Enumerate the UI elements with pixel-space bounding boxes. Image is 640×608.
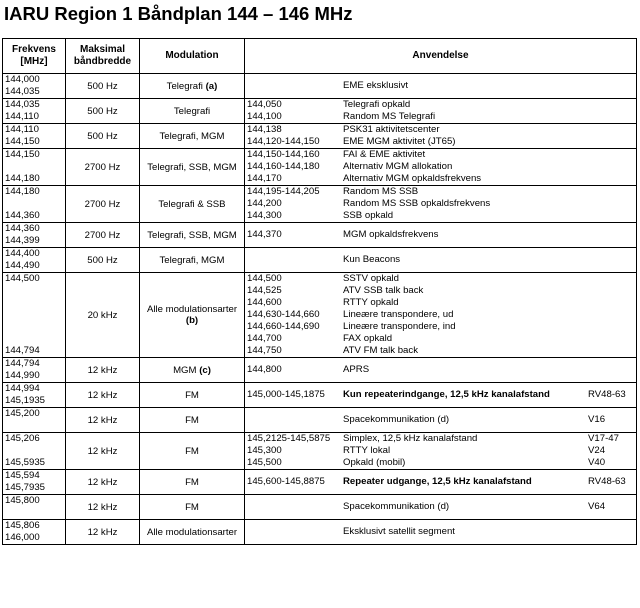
modulation-cell <box>140 273 245 358</box>
band-plan-table <box>2 38 637 545</box>
usage-cell <box>245 74 637 99</box>
frequency-cell <box>3 99 66 124</box>
modulation-cell <box>140 124 245 149</box>
sub-frequency <box>245 80 343 92</box>
channel-code <box>588 345 637 357</box>
usage-text: Repeater udgange, 12,5 kHz kanalafstand <box>343 476 532 487</box>
frequency-cell <box>3 149 66 186</box>
frequency-cell <box>3 433 66 470</box>
usage-text: Opkald (mobil) <box>343 457 406 468</box>
frequency-end: 144,990 <box>5 370 40 381</box>
channel-code <box>588 297 637 309</box>
frequency-end: 144,360 <box>5 210 40 221</box>
modulation-text: Telegrafi <box>166 80 203 92</box>
frequency-end: 144,794 <box>5 345 40 356</box>
bandwidth-cell: 20 kHz <box>66 273 140 358</box>
bandwidth-cell: 2700 Hz <box>66 223 140 248</box>
usage-cell <box>245 124 637 149</box>
usage-text: Alternativ MGM opkaldsfrekvens <box>343 173 482 184</box>
channel-code <box>588 309 637 321</box>
bandwidth-cell: 12 kHz <box>66 408 140 433</box>
frequency-start: 144,000 <box>5 74 40 85</box>
sub-frequency: 144,750 <box>247 345 282 356</box>
sub-frequency <box>245 414 343 426</box>
table-row <box>3 273 637 358</box>
frequency-cell <box>3 124 66 149</box>
bandwidth-cell: 500 Hz <box>66 124 140 149</box>
table-row <box>3 495 637 520</box>
sub-frequency: 144,170 <box>247 173 282 184</box>
channel-code <box>588 285 637 297</box>
bandwidth-cell: 12 kHz <box>66 383 140 408</box>
usage-text: EME MGM aktivitet (JT65) <box>343 136 456 147</box>
sub-frequency: 144,370 <box>247 229 282 240</box>
usage-cell <box>245 248 637 273</box>
channel-code <box>588 99 637 111</box>
spacer <box>5 321 65 333</box>
usage-cell <box>245 358 637 383</box>
modulation-cell <box>140 470 245 495</box>
usage-cell <box>245 433 637 470</box>
frequency-cell <box>3 74 66 99</box>
modulation-cell <box>140 433 245 470</box>
usage-text: RTTY opkald <box>343 297 399 308</box>
sub-frequency: 144,138 <box>247 124 282 135</box>
frequency-cell <box>3 223 66 248</box>
channel-code: V16 <box>588 414 606 425</box>
bandwidth-cell: 12 kHz <box>66 358 140 383</box>
sub-frequency: 145,600-145,8875 <box>247 476 325 487</box>
modulation-note: (c) <box>199 364 211 376</box>
frequency-end: 144,150 <box>5 136 40 147</box>
frequency-cell <box>3 495 66 520</box>
frequency-start: 145,800 <box>5 495 40 506</box>
frequency-cell <box>3 520 66 545</box>
frequency-cell <box>3 358 66 383</box>
usage-text: APRS <box>343 364 370 375</box>
modulation-cell <box>140 495 245 520</box>
frequency-end: 145,5935 <box>5 457 46 468</box>
bandwidth-cell: 12 kHz <box>66 470 140 495</box>
spacer <box>5 285 65 297</box>
modulation-text: Telegrafi, SSB, MGM <box>147 229 237 241</box>
channel-code <box>588 254 637 266</box>
sub-frequency: 144,100 <box>247 111 282 122</box>
modulation-cell <box>140 149 245 186</box>
modulation-text: Telegrafi <box>173 105 211 117</box>
table-row <box>3 124 637 149</box>
table-row <box>3 520 637 545</box>
usage-text: EME eksklusivt <box>343 80 409 91</box>
table-row <box>3 358 637 383</box>
modulation-text: FM <box>185 476 199 488</box>
frequency-end: 144,035 <box>5 86 40 97</box>
bandwidth-cell: 500 Hz <box>66 99 140 124</box>
spacer <box>5 333 65 345</box>
bandwidth-cell: 12 kHz <box>66 495 140 520</box>
frequency-start: 144,035 <box>5 99 40 110</box>
sub-frequency: 144,050 <box>247 99 282 110</box>
usage-cell <box>245 520 637 545</box>
modulation-cell <box>140 74 245 99</box>
channel-code: V40 <box>588 457 606 468</box>
spacer <box>5 309 65 321</box>
frequency-start: 144,400 <box>5 248 40 259</box>
modulation-note: (b) <box>185 315 199 326</box>
frequency-cell <box>3 408 66 433</box>
table-row <box>3 186 637 223</box>
sub-frequency: 144,700 <box>247 333 282 344</box>
channel-code <box>588 210 637 222</box>
channel-code <box>588 161 637 173</box>
usage-text: Lineære transpondere, ind <box>343 321 456 332</box>
table-row <box>3 470 637 495</box>
bandwidth-cell: 2700 Hz <box>66 186 140 223</box>
spacer <box>5 198 65 210</box>
frequency-cell <box>3 248 66 273</box>
bandwidth-cell: 12 kHz <box>66 433 140 470</box>
usage-text: Spacekommunikation (d) <box>343 501 450 512</box>
sub-frequency: 145,300 <box>247 445 282 456</box>
modulation-cell <box>140 383 245 408</box>
usage-cell <box>245 383 637 408</box>
channel-code <box>588 149 637 161</box>
modulation-cell <box>140 358 245 383</box>
sub-frequency: 144,800 <box>247 364 282 375</box>
usage-cell <box>245 186 637 223</box>
modulation-cell <box>140 223 245 248</box>
sub-frequency <box>245 501 343 513</box>
bandwidth-cell: 12 kHz <box>66 520 140 545</box>
channel-code: V24 <box>588 445 606 456</box>
frequency-start: 145,806 <box>5 520 40 531</box>
channel-code <box>588 124 637 136</box>
modulation-text: FM <box>185 501 199 513</box>
table-row <box>3 223 637 248</box>
modulation-text: Alle modulationsarter <box>146 304 238 315</box>
sub-frequency: 144,150-144,160 <box>247 149 320 160</box>
frequency-end: 145,7935 <box>5 482 46 493</box>
usage-text: Random MS SSB <box>343 186 419 197</box>
modulation-text: Telegrafi, MGM <box>159 130 225 142</box>
frequency-start: 144,110 <box>5 124 39 135</box>
sub-frequency: 145,000-145,1875 <box>247 389 325 400</box>
usage-text: Random MS SSB opkaldsfrekvens <box>343 198 491 209</box>
channel-code <box>588 333 637 345</box>
table-row <box>3 383 637 408</box>
frequency-cell <box>3 470 66 495</box>
usage-text: FAI & EME aktivitet <box>343 149 426 160</box>
spacer <box>5 445 65 457</box>
usage-text: RTTY lokal <box>343 445 391 456</box>
modulation-cell <box>140 520 245 545</box>
usage-cell <box>245 223 637 248</box>
spacer <box>5 297 65 309</box>
sub-frequency: 144,120-144,150 <box>247 136 320 147</box>
channel-code <box>588 526 637 538</box>
usage-text: SSTV opkald <box>343 273 399 284</box>
frequency-start: 145,206 <box>5 433 40 444</box>
frequency-cell <box>3 383 66 408</box>
sub-frequency <box>245 254 343 266</box>
frequency-start: 144,150 <box>5 149 40 160</box>
header-frequency: Frekvens [MHz] <box>3 39 66 74</box>
channel-code: RV48-63 <box>588 389 626 400</box>
frequency-end: 144,490 <box>5 260 40 271</box>
table-row <box>3 74 637 99</box>
table-row <box>3 149 637 186</box>
modulation-text: FM <box>185 389 199 401</box>
channel-code <box>588 136 637 148</box>
channel-code <box>588 321 637 333</box>
frequency-end <box>5 420 65 432</box>
channel-code <box>588 80 637 92</box>
channel-code: V17-47 <box>588 433 619 444</box>
header-bandwidth: Maksimal båndbredde <box>66 39 140 74</box>
usage-text: Eksklusivt satellit segment <box>343 526 455 537</box>
modulation-text: FM <box>185 445 199 457</box>
usage-text: Kun Beacons <box>343 254 401 265</box>
modulation-note: (a) <box>205 80 218 92</box>
usage-text: Simplex, 12,5 kHz kanalafstand <box>343 433 478 444</box>
table-row <box>3 433 637 470</box>
frequency-start: 145,594 <box>5 470 40 481</box>
sub-frequency: 144,630-144,660 <box>247 309 320 320</box>
usage-cell <box>245 470 637 495</box>
modulation-text: Telegrafi, SSB, MGM <box>147 161 237 173</box>
table-row <box>3 99 637 124</box>
frequency-end: 145,1935 <box>5 395 46 406</box>
modulation-text: FM <box>185 414 199 426</box>
usage-cell <box>245 495 637 520</box>
sub-frequency: 144,160-144,180 <box>247 161 320 172</box>
channel-code: V64 <box>588 501 606 512</box>
usage-text: SSB opkald <box>343 210 394 221</box>
bandwidth-cell: 500 Hz <box>66 248 140 273</box>
frequency-start: 145,200 <box>5 408 40 419</box>
frequency-start: 144,180 <box>5 186 40 197</box>
header-modulation: Modulation <box>140 39 245 74</box>
sub-frequency: 144,300 <box>247 210 282 221</box>
frequency-cell <box>3 186 66 223</box>
frequency-start: 144,360 <box>5 223 40 234</box>
frequency-end: 144,110 <box>5 111 39 122</box>
usage-text: FAX opkald <box>343 333 393 344</box>
sub-frequency <box>245 526 343 538</box>
channel-code <box>588 186 637 198</box>
bandwidth-cell: 2700 Hz <box>66 149 140 186</box>
frequency-end: 144,399 <box>5 235 40 246</box>
frequency-cell <box>3 273 66 358</box>
spacer <box>5 161 65 173</box>
modulation-cell <box>140 186 245 223</box>
modulation-text: Alle modulationsarter <box>146 526 238 538</box>
usage-cell <box>245 99 637 124</box>
usage-cell <box>245 408 637 433</box>
sub-frequency: 145,2125-145,5875 <box>247 433 331 444</box>
modulation-text: MGM <box>173 364 197 376</box>
modulation-cell <box>140 248 245 273</box>
usage-text: Kun repeaterindgange, 12,5 kHz kanalafstand <box>343 389 550 400</box>
modulation-text: Telegrafi & SSB <box>158 198 226 210</box>
modulation-text: Telegrafi, MGM <box>159 254 225 266</box>
sub-frequency: 145,500 <box>247 457 282 468</box>
frequency-start: 144,794 <box>5 358 40 369</box>
sub-frequency: 144,500 <box>247 273 282 284</box>
frequency-end: 144,180 <box>5 173 40 184</box>
sub-frequency: 144,525 <box>247 285 282 296</box>
channel-code <box>588 364 637 376</box>
usage-cell <box>245 149 637 186</box>
usage-text: Spacekommunikation (d) <box>343 414 450 425</box>
sub-frequency: 144,200 <box>247 198 282 209</box>
sub-frequency: 144,600 <box>247 297 282 308</box>
channel-code: RV48-63 <box>588 476 626 487</box>
channel-code <box>588 229 637 241</box>
modulation-cell <box>140 408 245 433</box>
usage-text: ATV SSB talk back <box>343 285 424 296</box>
usage-text: Alternativ MGM allokation <box>343 161 453 172</box>
bandwidth-cell: 500 Hz <box>66 74 140 99</box>
channel-code <box>588 273 637 285</box>
sub-frequency: 144,660-144,690 <box>247 321 320 332</box>
modulation-cell <box>140 99 245 124</box>
channel-code <box>588 111 637 123</box>
header-usage: Anvendelse <box>245 39 637 74</box>
usage-text: Lineære transpondere, ud <box>343 309 454 320</box>
frequency-end: 146,000 <box>5 532 40 543</box>
frequency-end <box>5 507 65 519</box>
usage-text: Random MS Telegrafi <box>343 111 436 122</box>
channel-code <box>588 173 637 185</box>
usage-cell <box>245 273 637 358</box>
page-title: IARU Region 1 Båndplan 144 – 146 MHz <box>4 3 353 24</box>
usage-text: Telegrafi opkald <box>343 99 411 110</box>
frequency-start: 144,500 <box>5 273 40 284</box>
table-row <box>3 408 637 433</box>
table-header <box>3 39 637 74</box>
usage-text: PSK31 aktivitetscenter <box>343 124 440 135</box>
usage-text: ATV FM talk back <box>343 345 418 356</box>
usage-text: MGM opkaldsfrekvens <box>343 229 439 240</box>
frequency-start: 144,994 <box>5 383 40 394</box>
table-row <box>3 248 637 273</box>
sub-frequency: 144,195-144,205 <box>247 186 320 197</box>
channel-code <box>588 198 637 210</box>
